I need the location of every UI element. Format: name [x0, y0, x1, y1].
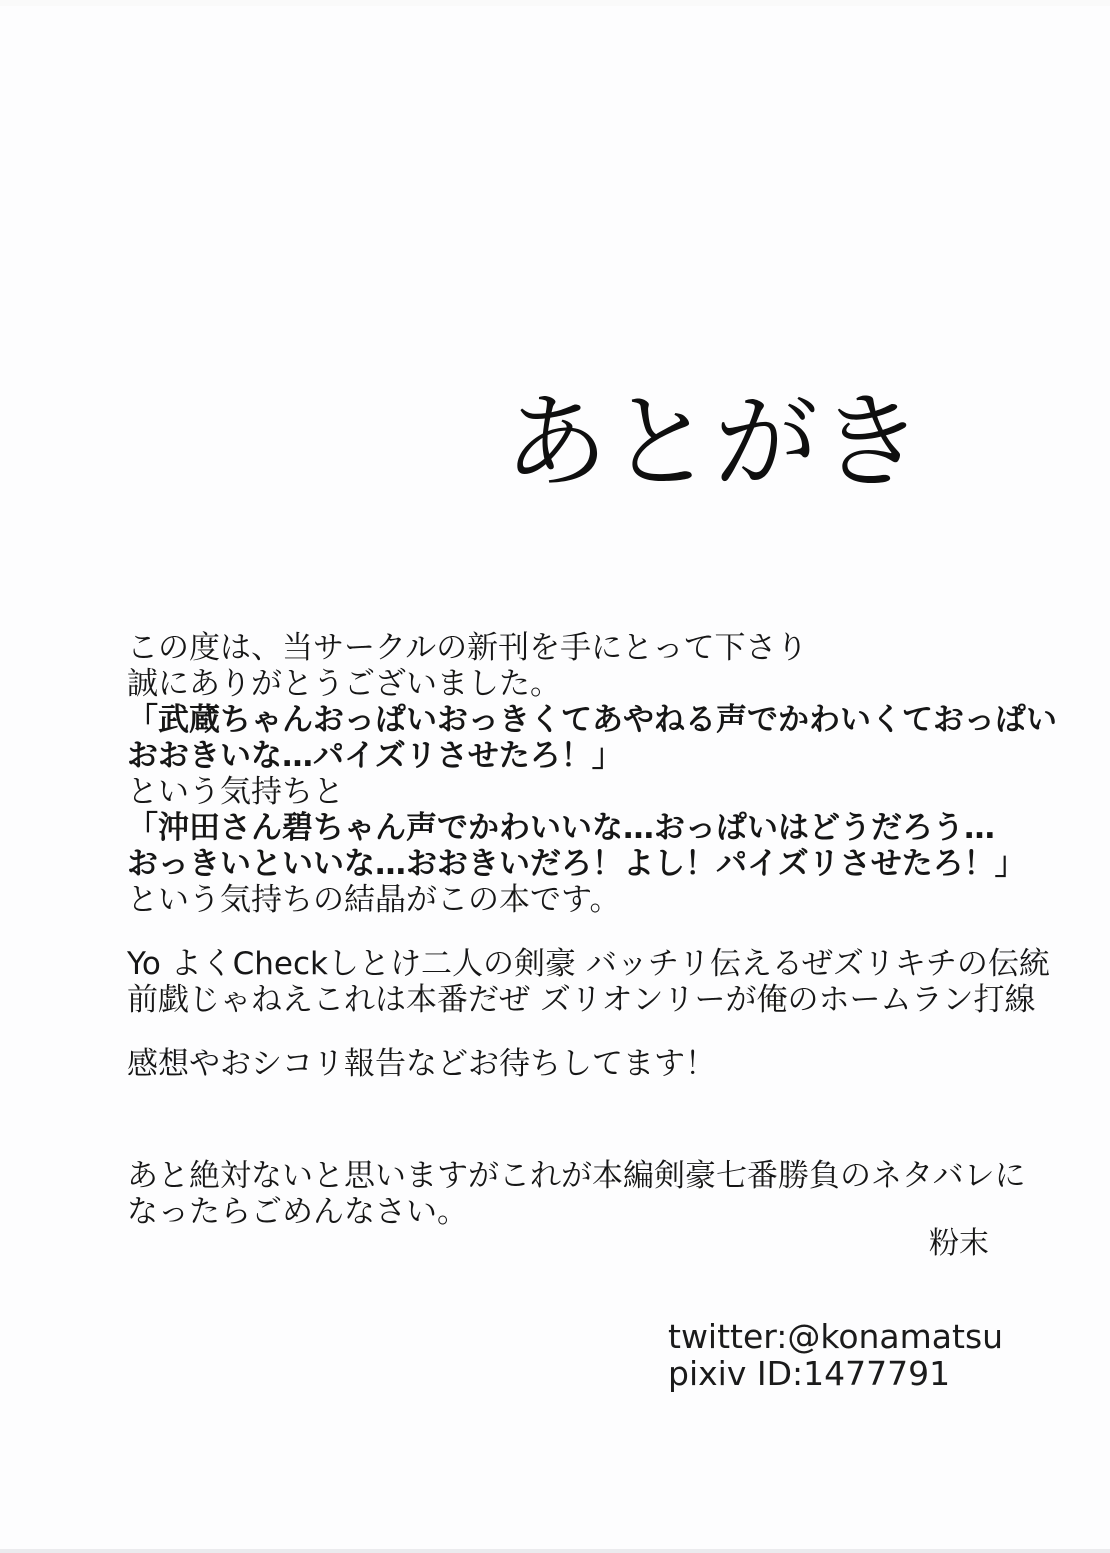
afterword-line: なったらごめんなさい。: [127, 1194, 468, 1230]
contact-info: [668, 1318, 1003, 1392]
afterword-line: あと絶対ないと思いますがこれが本編剣豪七番勝負のネタバレに: [127, 1158, 1026, 1194]
pixiv-id: pixiv ID:1477791: [668, 1354, 951, 1393]
afterword-line: 感想やおシコリ報告などお待ちしてます！: [127, 1046, 716, 1082]
afterword-line: 誠にありがとうございました。: [127, 666, 561, 702]
afterword-line: 前戯じゃねえこれは本番だぜ ズリオンリーが俺のホームラン打線: [127, 982, 1036, 1018]
paragraph-apology: [127, 1158, 1026, 1230]
twitter-handle: twitter:@konamatsu: [668, 1317, 1004, 1356]
afterword-line: おおきいな…パイズリさせたろ！」: [127, 738, 623, 774]
author-signature: 粉末: [929, 1226, 989, 1261]
afterword-line: 「沖田さん碧ちゃん声でかわいいな…おっぱいはどうだろう…: [127, 810, 995, 846]
scan-edge-top: [0, 0, 1110, 6]
scan-edge-bottom: [0, 1549, 1110, 1553]
afterword-line: という気持ちと: [127, 774, 344, 810]
paragraph-rap: [127, 946, 1050, 1018]
paragraph-feedback: [127, 1046, 991, 1082]
afterword-body: [127, 630, 1057, 1262]
afterword-line: 「武蔵ちゃんおっぱいおっきくてあやねる声でかわいくておっぱい: [127, 702, 1057, 738]
afterword-line: という気持ちの結晶がこの本です。: [127, 882, 621, 918]
page-title: あとがき: [504, 381, 925, 503]
afterword-line: この度は、当サークルの新刊を手にとって下さり: [127, 630, 808, 666]
afterword-line: おっきいといいな…おおきいだろ！よし！パイズリさせたろ！」: [127, 846, 1026, 882]
afterword-line: Yo よくCheckしとけ二人の剣豪 バッチリ伝えるぜズリキチの伝統: [127, 946, 1050, 982]
paragraph-thanks: [127, 630, 1057, 918]
